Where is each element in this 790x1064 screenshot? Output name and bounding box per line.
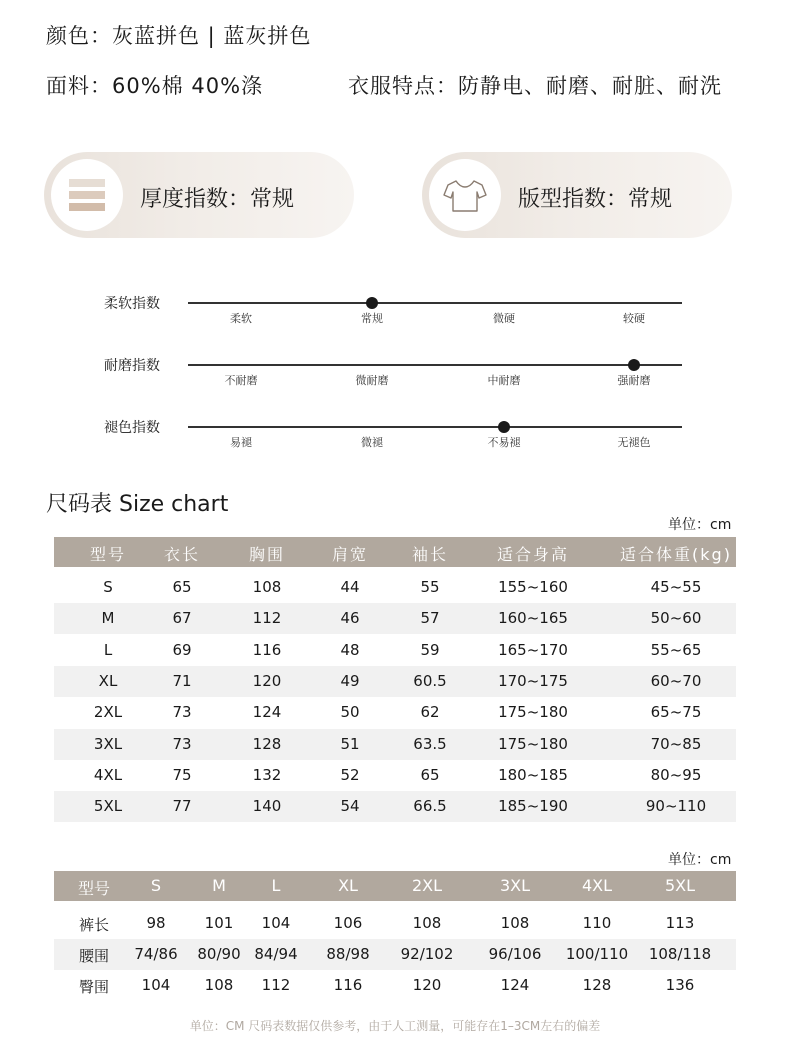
table-row: [54, 970, 736, 1001]
scale-label: 耐磨指数: [104, 358, 160, 374]
scale-tick-label: 微硬: [493, 312, 515, 325]
column-header: 4XL: [581, 876, 613, 895]
table-cell: 165~170: [498, 640, 568, 659]
table-header: [54, 871, 736, 901]
table-cell: 84/94: [254, 945, 298, 963]
table-row: [54, 572, 736, 603]
column-header: 袖长: [411, 545, 449, 564]
table-cell: 67: [172, 609, 192, 628]
table-cell: 80/90: [197, 945, 241, 963]
table-cell: 116: [333, 976, 363, 994]
table-row: [54, 760, 736, 791]
scale-tick-label: 柔软: [230, 312, 252, 325]
column-header: XL: [338, 876, 358, 895]
table-row: [54, 729, 736, 760]
table-cell: 55~65: [650, 640, 702, 659]
table-cell: 108: [252, 578, 282, 596]
table-cell: 106: [333, 914, 363, 932]
column-header: 5XL: [664, 876, 696, 895]
table-cell: 50~60: [650, 609, 702, 628]
table-cell: 62: [420, 703, 440, 722]
scale-tick-label: 微耐磨: [355, 374, 389, 387]
column-header: M: [212, 876, 226, 895]
scale-tick-label: 不易褪: [487, 436, 521, 449]
table-cell: 63.5: [413, 734, 447, 753]
table-cell: 70~85: [650, 734, 702, 753]
table-cell: 108: [412, 914, 442, 932]
table-cell: 100/110: [565, 945, 629, 963]
table-cell: 124: [500, 976, 530, 994]
table-cell: 108/118: [648, 945, 712, 963]
table-row: [54, 791, 736, 822]
table-cell: 52: [340, 765, 360, 784]
table-cell: 120: [252, 671, 282, 690]
table-cell: 60.5: [413, 671, 447, 690]
table-cell: 98: [146, 914, 166, 932]
scale-label: 褪色指数: [104, 420, 160, 436]
table-cell: 124: [252, 703, 282, 722]
table-cell: 132: [252, 765, 282, 784]
table-cell: 175~180: [498, 734, 568, 753]
table-cell: 96/106: [488, 945, 542, 963]
scale-marker: [498, 421, 510, 433]
table-cell: 73: [172, 734, 192, 753]
column-header: 肩宽: [331, 545, 369, 564]
table-cell: 116: [252, 640, 282, 659]
scale-tick-label: 中耐磨: [487, 374, 521, 387]
table-cell: 腰围: [78, 947, 110, 965]
tshirt-icon: [429, 159, 501, 231]
table-cell: 5XL: [93, 797, 123, 816]
table-cell: 69: [172, 640, 192, 659]
table-cell: 51: [340, 734, 360, 753]
table-header: [54, 537, 736, 567]
table-cell: 71: [172, 671, 192, 690]
table-row: [54, 697, 736, 728]
table-cell: 108: [204, 976, 234, 994]
table-cell: 65: [420, 765, 440, 784]
table-cell: 136: [665, 976, 695, 994]
table-cell: 74/86: [134, 945, 178, 963]
size-chart-title: 尺码表 Size chart: [46, 492, 229, 517]
scale-tick-label: 不耐磨: [224, 374, 258, 387]
table-cell: 4XL: [93, 765, 123, 784]
table-cell: 88/98: [326, 945, 370, 963]
fabric-spec: 面料：60%棉 40%涤: [46, 74, 264, 98]
table-cell: 50: [340, 703, 360, 722]
features-spec: 衣服特点：防静电、耐磨、耐脏、耐洗: [348, 74, 722, 98]
column-header: 型号: [77, 879, 111, 898]
top-table-unit: 单位：cm: [668, 517, 732, 533]
table-row: [54, 939, 736, 970]
table-cell: 54: [340, 797, 360, 816]
column-header: 型号: [89, 545, 127, 564]
table-cell: 裤长: [78, 916, 110, 934]
scale-line: [188, 302, 682, 304]
table-cell: 128: [252, 734, 282, 753]
fabric-layers-icon: [51, 159, 123, 231]
table-cell: XL: [98, 671, 118, 690]
table-cell: 175~180: [498, 703, 568, 722]
color-spec: 颜色：灰蓝拼色 | 蓝灰拼色: [46, 24, 312, 48]
scale-label: 柔软指数: [104, 296, 160, 312]
table-cell: 55: [420, 578, 440, 596]
scale-tick-label: 常规: [361, 312, 383, 325]
table-cell: S: [103, 578, 113, 596]
thickness-badge: [44, 152, 354, 238]
scale-tick-label: 易褪: [230, 436, 252, 449]
scale-line: [188, 426, 682, 428]
table-cell: 108: [500, 914, 530, 932]
table-cell: 3XL: [93, 734, 123, 753]
table-cell: 180~185: [498, 765, 568, 784]
table-cell: 45~55: [650, 578, 702, 596]
scale-line: [188, 364, 682, 366]
scale-tick-label: 微褪: [361, 436, 383, 449]
table-cell: L: [103, 640, 113, 659]
scale-marker: [628, 359, 640, 371]
fit-label: 版型指数：常规: [518, 187, 673, 212]
table-cell: 104: [141, 976, 171, 994]
table-cell: 101: [204, 914, 234, 932]
table-row: [54, 666, 736, 697]
table-cell: 2XL: [93, 703, 123, 722]
table-cell: 92/102: [400, 945, 454, 963]
table-cell: 66.5: [413, 797, 447, 816]
scale-tick-label: 无褪色: [617, 436, 651, 449]
table-row: [54, 635, 736, 666]
table-cell: 113: [665, 914, 695, 932]
table-cell: 120: [412, 976, 442, 994]
footnote: 单位：CM 尺码表数据仅供参考，由于人工测量，可能存在1–3CM左右的偏差: [189, 1019, 601, 1033]
table-cell: 44: [340, 578, 360, 596]
table-cell: 75: [172, 765, 192, 784]
table-cell: 48: [340, 640, 360, 659]
table-cell: 80~95: [650, 765, 702, 784]
column-header: 适合体重(kg): [620, 545, 732, 564]
table-cell: 臀围: [78, 978, 110, 996]
table-cell: 110: [582, 914, 612, 932]
column-header: 3XL: [499, 876, 531, 895]
table-cell: 104: [261, 914, 291, 932]
table-cell: 128: [582, 976, 612, 994]
column-header: 适合身高: [496, 545, 570, 564]
column-header: S: [150, 876, 162, 895]
bottom-table-unit: 单位：cm: [668, 852, 732, 868]
table-cell: 185~190: [498, 797, 568, 816]
thickness-label: 厚度指数：常规: [140, 187, 295, 212]
table-cell: M: [101, 609, 115, 628]
table-cell: 57: [420, 609, 440, 628]
table-cell: 77: [172, 797, 192, 816]
table-cell: 49: [340, 671, 360, 690]
table-cell: 170~175: [498, 671, 568, 690]
column-header: 胸围: [248, 545, 286, 564]
table-row: [54, 603, 736, 634]
table-cell: 59: [420, 640, 440, 659]
table-cell: 60~70: [650, 671, 702, 690]
table-cell: 140: [252, 797, 282, 816]
scale-tick-label: 强耐磨: [617, 374, 651, 387]
table-cell: 65: [172, 578, 192, 596]
table-cell: 90~110: [645, 797, 707, 816]
column-header: L: [271, 876, 281, 895]
column-header: 2XL: [411, 876, 443, 895]
table-cell: 112: [261, 976, 291, 994]
table-cell: 46: [340, 609, 360, 628]
column-header: 衣长: [163, 545, 201, 564]
table-cell: 65~75: [650, 703, 702, 722]
table-cell: 112: [252, 609, 282, 628]
table-cell: 73: [172, 703, 192, 722]
scale-tick-label: 较硬: [623, 312, 645, 325]
table-row: [54, 908, 736, 939]
table-cell: 155~160: [498, 578, 568, 596]
scale-marker: [366, 297, 378, 309]
fit-badge: [422, 152, 732, 238]
table-cell: 160~165: [498, 609, 568, 628]
